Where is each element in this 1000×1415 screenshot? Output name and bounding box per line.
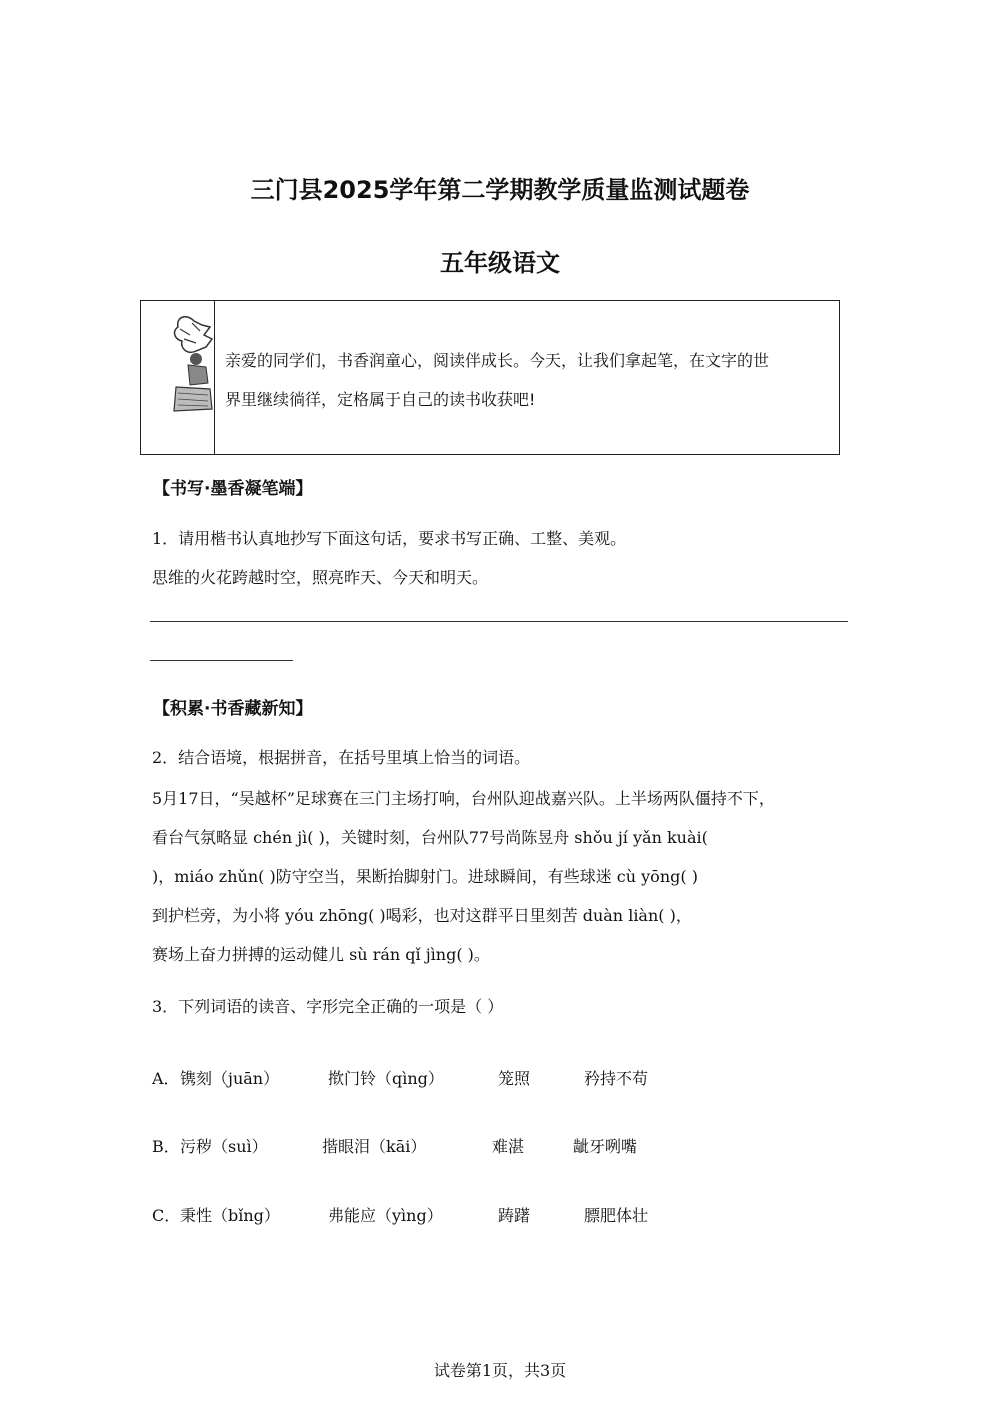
intro-box	[140, 300, 840, 455]
option-word-1: 秉性（bǐng）	[180, 1206, 280, 1225]
page-footer: 试卷第1页，共3页	[433, 1361, 567, 1380]
exam-subtitle: 五年级语文	[440, 249, 560, 277]
option-label: C．	[152, 1206, 181, 1225]
intro-divider	[214, 301, 215, 454]
option-word-3: 难湛	[492, 1137, 525, 1156]
option-word-2: 揿门铃（qìng）	[328, 1069, 444, 1088]
option-word-3: 笼照	[498, 1069, 531, 1088]
q2-prompt: 2．结合语境，根据拼音，在括号里填上恰当的词语。	[152, 748, 531, 767]
q2-line-2: 看台气氛略显 chén jì( )，关键时刻，台州队77号尚陈昱舟 shǒu jí yǎn kuài(	[152, 828, 708, 847]
option-word-4: 膘肥体壮	[584, 1206, 649, 1225]
q1-prompt: 1．请用楷书认真地抄写下面这句话，要求书写正确、工整、美观。	[152, 529, 627, 548]
option-word-1: 污秽（suì）	[180, 1137, 268, 1156]
intro-text	[225, 341, 825, 419]
q1-sentence: 思维的火花跨越时空，照亮昨天、今天和明天。	[152, 568, 489, 587]
q3-prompt: 3．下列词语的读音、字形完全正确的一项是（ ）	[152, 997, 504, 1016]
girl-reading-illustration	[166, 309, 216, 419]
option-label: B．	[152, 1137, 180, 1156]
section-heading-writing: 【书写·墨香凝笔端】	[153, 479, 313, 499]
option-word-4: 矜持不苟	[584, 1069, 649, 1088]
option-word-3: 踌躇	[498, 1206, 531, 1225]
q2-line-5: 赛场上奋力拼搏的运动健儿 sù rán qǐ jìng( )。	[152, 945, 490, 964]
exam-title: 三门县2025学年第二学期教学质量监测试题卷	[250, 176, 750, 204]
intro-line-1: 亲爱的同学们，书香润童心，阅读伴成长。今天，让我们拿起笔，在文字的世	[225, 351, 770, 370]
intro-line-2: 界里继续徜徉，定格属于自己的读书收获吧!	[225, 390, 536, 409]
option-word-2: 揩眼泪（kāi）	[322, 1137, 427, 1156]
answer-line-1[interactable]	[150, 621, 848, 622]
option-word-2: 弗能应（yìng）	[328, 1206, 443, 1225]
option-word-1: 镌刻（juān）	[180, 1069, 280, 1088]
option-label: A．	[152, 1069, 180, 1088]
option-word-4: 龇牙咧嘴	[573, 1137, 638, 1156]
q2-line-1: 5月17日，“吴越杯”足球赛在三门主场打响，台州队迎战嘉兴队。上半场两队僵持不下，	[152, 789, 775, 808]
answer-line-2[interactable]	[150, 660, 293, 661]
q2-line-3: )，miáo zhǔn( )防守空当，果断抬脚射门。进球瞬间，有些球迷 cù yōng( )	[152, 867, 698, 886]
section-heading-accumulation: 【积累·书香藏新知】	[153, 699, 313, 719]
q2-line-4: 到护栏旁，为小将 yóu zhōng( )喝彩，也对这群平日里刻苦 duàn liàn( )，	[152, 906, 692, 925]
